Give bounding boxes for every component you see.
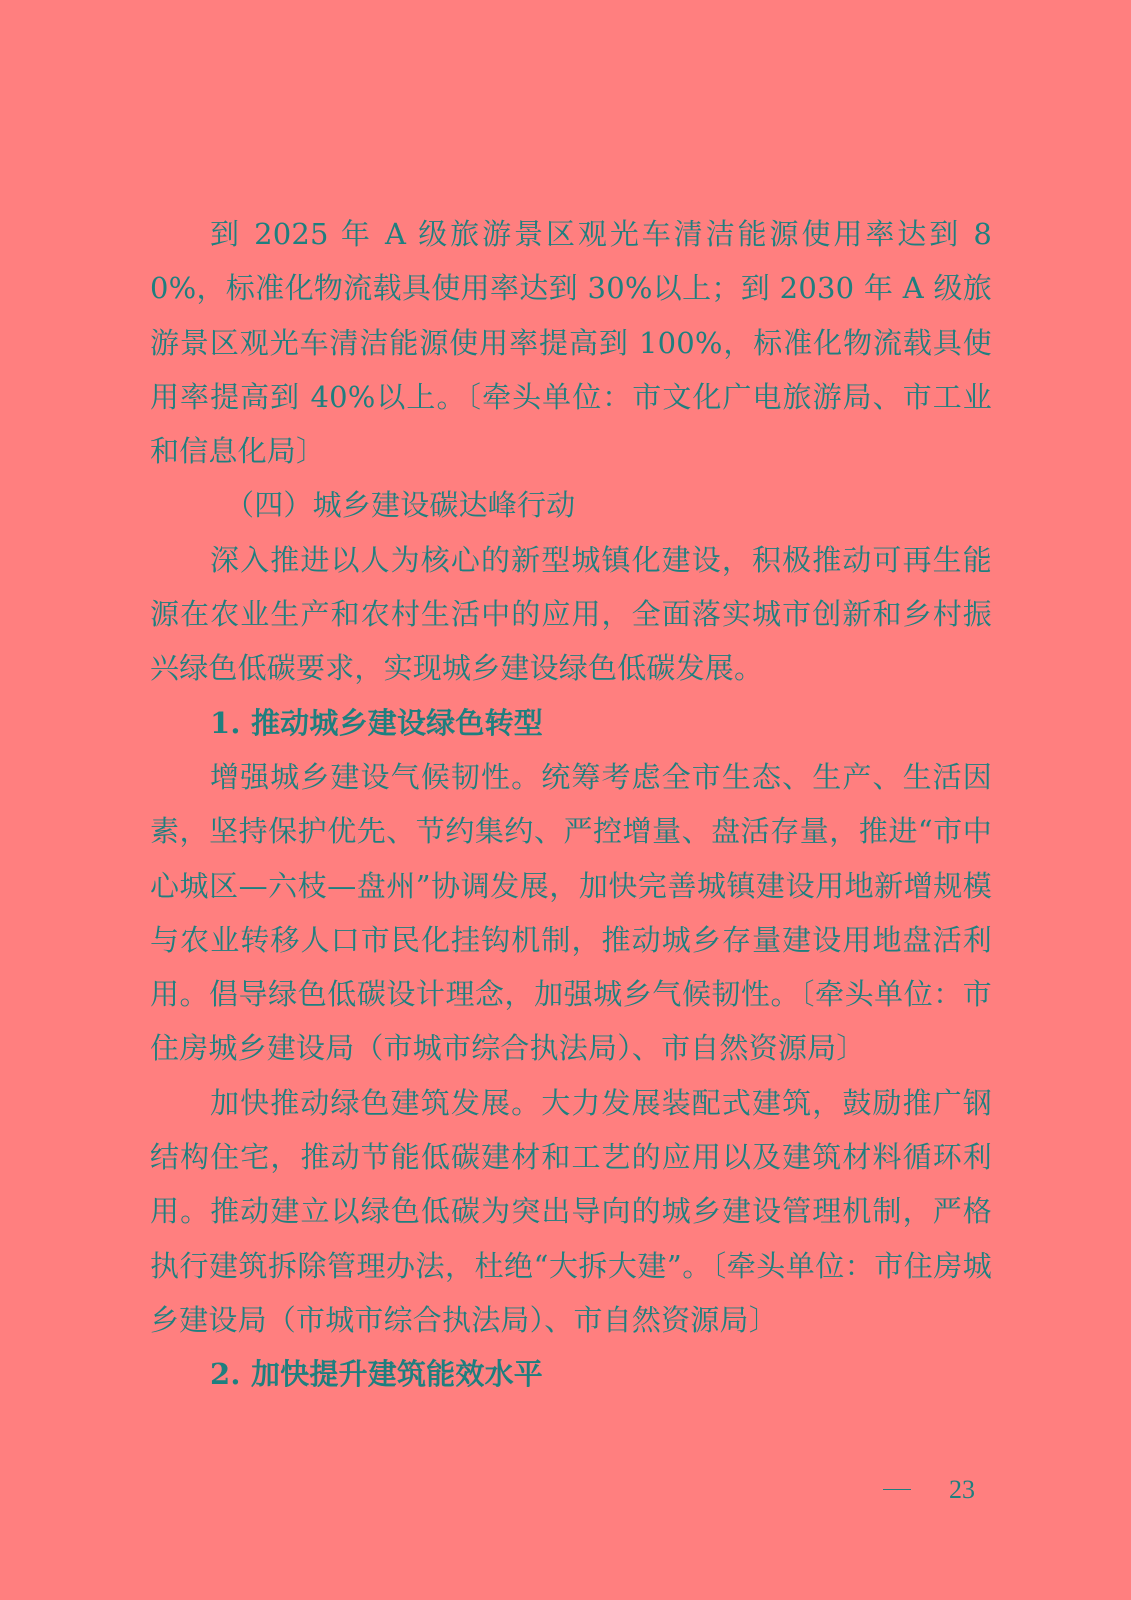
footer-dash <box>883 1489 911 1490</box>
section-heading-urban-rural: （四）城乡建设碳达峰行动 <box>225 488 576 523</box>
document-body <box>150 207 992 1402</box>
page-number: 23 <box>949 1475 975 1504</box>
paragraph-tourism-targets: 到 2025 年 A 级旅游景区观光车清洁能源使用率达到 80%，标准化物流载具使用率达到 30%以上；到 2030 年 A 级旅游景区观光车清洁能源使用率提高到 100%，标准化物流载具使用率提高到 40%以上。〔牵头单位：市文化广电旅游局、市工业和信息化局〕 <box>150 217 992 469</box>
subheading-energy-efficiency: 2. 加快提升建筑能效水平 <box>210 1357 543 1392</box>
paragraph-climate-resilience: 增强城乡建设气候韧性。统筹考虑全市生态、生产、生活因素，坚持保护优先、节约集约、严控增量、盘活存量，推进“市中心城区—六枝—盘州”协调发展，加快完善城镇建设用地新增规模与农业转移人口市民化挂钩机制，推动城乡存量建设用地盘活利用。倡导绿色低碳设计理念，加强城乡气候韧性。〔牵头单位：市住房城乡建设局（市城市综合执法局）、市自然资源局〕 <box>150 759 992 1066</box>
page-footer <box>870 1445 975 1505</box>
paragraph-green-buildings: 加快推动绿色建筑发展。大力发展装配式建筑，鼓励推广钢结构住宅，推动节能低碳建材和工艺的应用以及建筑材料循环利用。推动建立以绿色低碳为突出导向的城乡建设管理机制，严格执行建筑拆除管理办法，杜绝“大拆大建”。〔牵头单位：市住房城乡建设局（市城市综合执法局）、市自然资源局〕 <box>150 1085 992 1337</box>
paragraph-urbanization: 深入推进以人为核心的新型城镇化建设，积极推动可再生能源在农业生产和农村生活中的应用，全面落实城市创新和乡村振兴绿色低碳要求，实现城乡建设绿色低碳发展。 <box>150 542 992 686</box>
subheading-green-transition: 1. 推动城乡建设绿色转型 <box>210 705 543 740</box>
